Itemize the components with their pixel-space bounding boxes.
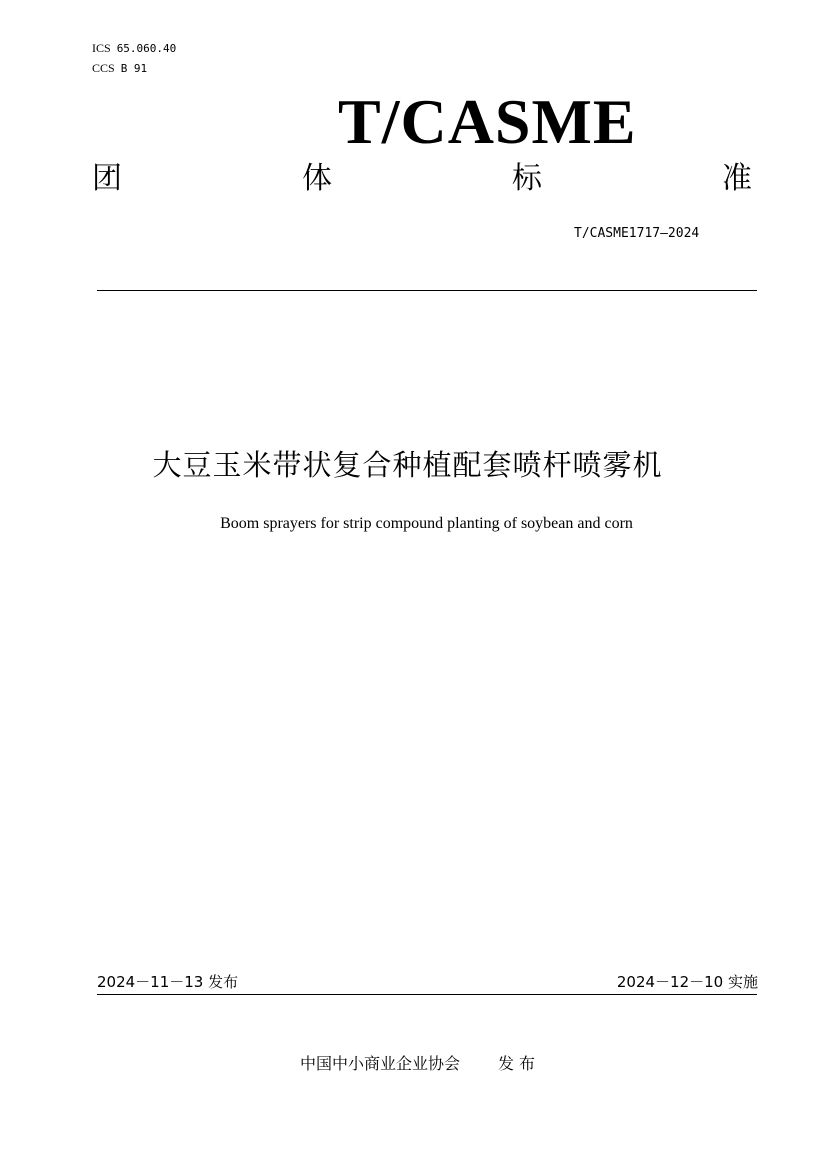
organization-code: T/CASME [338,86,637,157]
document-title-chinese: 大豆玉米带状复合种植配套喷杆喷雾机 [152,448,663,482]
standard-type-char: 体 [302,161,332,196]
standard-type-char: 标 [512,161,542,196]
date-divider [97,994,757,995]
publish-date: 2024－11－13 发布 [97,973,239,991]
ics-classification [92,40,176,57]
publisher-line [0,1053,815,1075]
ics-label: ICS [92,41,111,55]
standard-number: T/CASME1717—2024 [574,226,700,241]
standard-type-char: 团 [92,161,122,196]
implementation-date: 2024－12－10 实施 [616,973,758,991]
publisher-name: 中国中小商业企业协会 [299,1054,460,1073]
header-divider [97,290,757,291]
ccs-label: CCS [92,61,115,75]
ccs-classification [92,60,147,77]
publisher-action: 发 布 [497,1054,536,1073]
document-title-english: Boom sprayers for strip compound planting of soybean and corn [220,515,633,532]
standard-type [92,160,752,198]
ccs-code: B 91 [120,62,148,75]
ics-code: 65.060.40 [116,42,177,55]
standard-type-char: 准 [722,161,752,196]
